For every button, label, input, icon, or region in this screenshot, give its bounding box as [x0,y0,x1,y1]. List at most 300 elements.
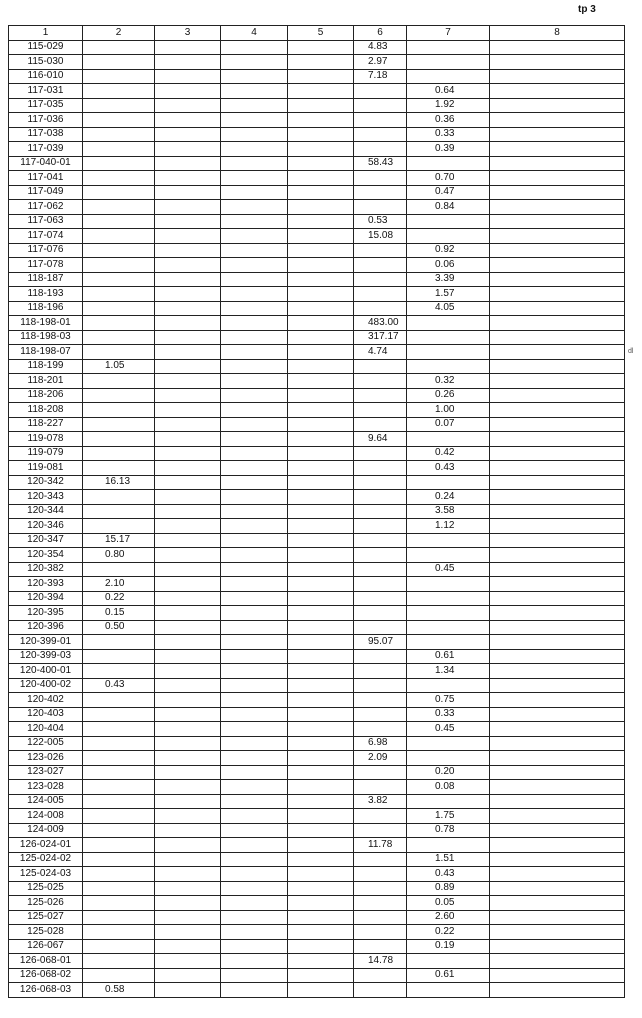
value-cell [490,809,625,824]
value-cell [407,620,490,635]
value-cell [83,562,155,577]
value-cell [354,722,407,737]
value-cell [83,490,155,505]
value-cell [221,301,288,316]
value-cell: 0.78 [407,823,490,838]
value-cell: 95.07 [354,635,407,650]
value-cell [221,142,288,157]
parcel-id-cell: 117-049 [9,185,83,200]
table-row [9,446,625,461]
ledger-table [8,25,625,998]
value-cell [354,200,407,215]
table-row [9,635,625,650]
value-cell [83,243,155,258]
value-cell [83,649,155,664]
value-cell [490,867,625,882]
value-cell [490,214,625,229]
value-cell [288,185,354,200]
value-cell [155,838,221,853]
value-cell [288,446,354,461]
parcel-id-cell: 123-026 [9,751,83,766]
value-cell [155,84,221,99]
value-cell [407,156,490,171]
table-row [9,765,625,780]
value-cell [490,171,625,186]
value-cell [221,171,288,186]
value-cell [288,722,354,737]
value-cell [288,780,354,795]
value-cell: 9.64 [354,432,407,447]
value-cell [288,562,354,577]
table-row [9,316,625,331]
value-cell [83,446,155,461]
parcel-id-cell: 117-040-01 [9,156,83,171]
parcel-id-cell: 120-399-03 [9,649,83,664]
value-cell [490,258,625,273]
value-cell [490,185,625,200]
value-cell [490,359,625,374]
value-cell [83,910,155,925]
value-cell [83,519,155,534]
value-cell [155,577,221,592]
value-cell [490,954,625,969]
parcel-id-cell: 120-399-01 [9,635,83,650]
table-row [9,881,625,896]
value-cell [155,823,221,838]
value-cell [354,475,407,490]
value-cell [221,649,288,664]
parcel-id-cell: 120-404 [9,722,83,737]
table-row [9,171,625,186]
table-row [9,388,625,403]
value-cell [354,417,407,432]
value-cell [155,142,221,157]
value-cell [490,591,625,606]
table-row [9,40,625,55]
value-cell [354,548,407,563]
value-cell [83,185,155,200]
value-cell [155,98,221,113]
parcel-id-cell: 120-354 [9,548,83,563]
value-cell [490,229,625,244]
value-cell [354,258,407,273]
table-row [9,55,625,70]
value-cell [288,838,354,853]
value-cell [221,707,288,722]
value-cell [288,330,354,345]
value-cell [490,504,625,519]
value-cell [83,272,155,287]
value-cell [155,780,221,795]
parcel-id-cell: 117-076 [9,243,83,258]
table-row [9,490,625,505]
value-cell [221,403,288,418]
value-cell [288,896,354,911]
value-cell: 0.58 [83,983,155,998]
value-cell [288,548,354,563]
value-cell [221,664,288,679]
value-cell [221,809,288,824]
value-cell [221,374,288,389]
value-cell [407,577,490,592]
value-cell [83,794,155,809]
value-cell [83,403,155,418]
value-cell [83,852,155,867]
value-cell [490,548,625,563]
value-cell [354,461,407,476]
value-cell [490,881,625,896]
value-cell [155,983,221,998]
value-cell [354,809,407,824]
value-cell [221,388,288,403]
value-cell [288,214,354,229]
value-cell [490,461,625,476]
table-row [9,780,625,795]
value-cell [407,838,490,853]
value-cell [490,577,625,592]
value-cell [288,968,354,983]
value-cell [83,287,155,302]
table-row [9,983,625,998]
value-cell [490,533,625,548]
value-cell [221,84,288,99]
value-cell [490,127,625,142]
value-cell: 0.32 [407,374,490,389]
value-cell [490,417,625,432]
value-cell [490,939,625,954]
value-cell [155,374,221,389]
value-cell [288,359,354,374]
value-cell [354,113,407,128]
value-cell [155,417,221,432]
value-cell [288,490,354,505]
value-cell [155,968,221,983]
parcel-id-cell: 120-347 [9,533,83,548]
value-cell [155,316,221,331]
value-cell [155,635,221,650]
value-cell [490,910,625,925]
value-cell [490,345,625,360]
value-cell [490,823,625,838]
value-cell [155,113,221,128]
value-cell [490,272,625,287]
value-cell [407,606,490,621]
value-cell: 4.83 [354,40,407,55]
value-cell [155,591,221,606]
value-cell [407,751,490,766]
value-cell [490,287,625,302]
table-row [9,258,625,273]
value-cell [221,939,288,954]
value-cell [155,243,221,258]
parcel-id-cell: 118-199 [9,359,83,374]
value-cell [288,403,354,418]
value-cell [407,214,490,229]
value-cell: 0.92 [407,243,490,258]
value-cell [490,330,625,345]
value-cell [490,780,625,795]
value-cell: 0.06 [407,258,490,273]
value-cell [155,200,221,215]
parcel-id-cell: 120-396 [9,620,83,635]
value-cell [221,475,288,490]
value-cell [83,127,155,142]
parcel-id-cell: 116-010 [9,69,83,84]
value-cell [288,867,354,882]
value-cell [155,548,221,563]
value-cell [288,461,354,476]
value-cell [83,881,155,896]
table-row [9,301,625,316]
parcel-id-cell: 120-346 [9,519,83,534]
parcel-id-cell: 120-343 [9,490,83,505]
value-cell [221,722,288,737]
table-row [9,461,625,476]
table-row [9,475,625,490]
parcel-id-cell: 118-196 [9,301,83,316]
value-cell [221,910,288,925]
value-cell [288,823,354,838]
value-cell [354,664,407,679]
value-cell [490,736,625,751]
value-cell [354,388,407,403]
value-cell [354,649,407,664]
value-cell [83,84,155,99]
value-cell [155,809,221,824]
value-cell [288,171,354,186]
value-cell [83,55,155,70]
value-cell [155,939,221,954]
value-cell [221,968,288,983]
value-cell [83,968,155,983]
value-cell [490,84,625,99]
value-cell: 0.43 [407,867,490,882]
value-cell [288,736,354,751]
value-cell: 0.70 [407,171,490,186]
value-cell [155,258,221,273]
value-cell [83,113,155,128]
value-cell: 1.34 [407,664,490,679]
value-cell: 0.24 [407,490,490,505]
table-row [9,287,625,302]
value-cell: 1.75 [407,809,490,824]
parcel-id-cell: 125-027 [9,910,83,925]
value-cell [354,780,407,795]
value-cell [490,475,625,490]
value-cell [221,55,288,70]
table-row [9,243,625,258]
value-cell [490,55,625,70]
value-cell [221,954,288,969]
table-row [9,156,625,171]
value-cell [490,852,625,867]
value-cell [490,316,625,331]
value-cell [288,925,354,940]
parcel-id-cell: 118-187 [9,272,83,287]
value-cell [221,127,288,142]
parcel-id-cell: 126-068-01 [9,954,83,969]
table-row [9,823,625,838]
parcel-id-cell: 120-382 [9,562,83,577]
value-cell [407,40,490,55]
page-number: tp 3 [578,4,596,15]
parcel-id-cell: 118-193 [9,287,83,302]
value-cell [288,69,354,84]
table-row [9,200,625,215]
value-cell [221,736,288,751]
value-cell [288,287,354,302]
value-cell: 0.42 [407,446,490,461]
value-cell [490,896,625,911]
value-cell [83,258,155,273]
value-cell [83,896,155,911]
parcel-id-cell: 118-201 [9,374,83,389]
value-cell [354,504,407,519]
value-cell [221,98,288,113]
value-cell [155,504,221,519]
value-cell [288,606,354,621]
parcel-id-cell: 126-068-03 [9,983,83,998]
value-cell: 2.10 [83,577,155,592]
table-row [9,910,625,925]
value-cell [221,359,288,374]
value-cell: 0.43 [83,678,155,693]
parcel-id-cell: 117-041 [9,171,83,186]
value-cell [221,446,288,461]
value-cell [490,707,625,722]
value-cell [83,722,155,737]
value-cell [155,896,221,911]
value-cell: 0.89 [407,881,490,896]
value-cell [221,490,288,505]
parcel-id-cell: 124-008 [9,809,83,824]
value-cell [288,664,354,679]
table-row [9,693,625,708]
table-row [9,403,625,418]
value-cell [155,954,221,969]
parcel-id-cell: 117-035 [9,98,83,113]
parcel-id-cell: 123-028 [9,780,83,795]
parcel-id-cell: 118-206 [9,388,83,403]
value-cell [221,852,288,867]
value-cell [490,243,625,258]
value-cell [354,446,407,461]
table-row [9,794,625,809]
parcel-id-cell: 117-031 [9,84,83,99]
parcel-id-cell: 120-400-02 [9,678,83,693]
value-cell [354,272,407,287]
value-cell [288,504,354,519]
value-cell [288,852,354,867]
value-cell [288,142,354,157]
value-cell: 2.60 [407,910,490,925]
value-cell [354,678,407,693]
value-cell: 0.20 [407,765,490,780]
value-cell [490,606,625,621]
value-cell [221,765,288,780]
value-cell [155,620,221,635]
value-cell: 0.47 [407,185,490,200]
value-cell [490,794,625,809]
value-cell: 0.39 [407,142,490,157]
parcel-id-cell: 117-038 [9,127,83,142]
value-cell [490,403,625,418]
value-cell: 0.64 [407,84,490,99]
value-cell [407,736,490,751]
parcel-id-cell: 118-198-01 [9,316,83,331]
value-cell [155,794,221,809]
value-cell: 0.07 [407,417,490,432]
value-cell [83,69,155,84]
table-row [9,751,625,766]
value-cell [155,664,221,679]
value-cell: 0.43 [407,461,490,476]
value-cell: 1.12 [407,519,490,534]
value-cell [407,533,490,548]
value-cell [83,823,155,838]
value-cell: 0.61 [407,649,490,664]
value-cell [490,200,625,215]
header-row [9,26,625,41]
parcel-id-cell: 120-394 [9,591,83,606]
value-cell [83,200,155,215]
value-cell [490,649,625,664]
table-row [9,548,625,563]
value-cell [354,185,407,200]
table-row [9,374,625,389]
value-cell [83,939,155,954]
value-cell [155,69,221,84]
value-cell [221,330,288,345]
value-cell [354,968,407,983]
value-cell [354,606,407,621]
value-cell: 15.17 [83,533,155,548]
value-cell [288,301,354,316]
value-cell [83,316,155,331]
value-cell [288,243,354,258]
value-cell: 1.57 [407,287,490,302]
value-cell [221,823,288,838]
value-cell [288,620,354,635]
value-cell: 6.98 [354,736,407,751]
value-cell [354,620,407,635]
table-row [9,606,625,621]
value-cell: 0.26 [407,388,490,403]
value-cell [354,301,407,316]
value-cell [155,490,221,505]
parcel-id-cell: 126-067 [9,939,83,954]
value-cell [155,287,221,302]
table-row [9,359,625,374]
value-cell [155,446,221,461]
value-cell [83,432,155,447]
value-cell [155,881,221,896]
value-cell [288,200,354,215]
value-cell [83,214,155,229]
value-cell [407,794,490,809]
table-row [9,939,625,954]
value-cell [83,736,155,751]
table-row [9,142,625,157]
margin-mark: dl [628,348,634,355]
value-cell: 58.43 [354,156,407,171]
value-cell [354,577,407,592]
table-row [9,664,625,679]
value-cell [354,359,407,374]
value-cell [155,606,221,621]
value-cell [83,229,155,244]
value-cell [155,707,221,722]
